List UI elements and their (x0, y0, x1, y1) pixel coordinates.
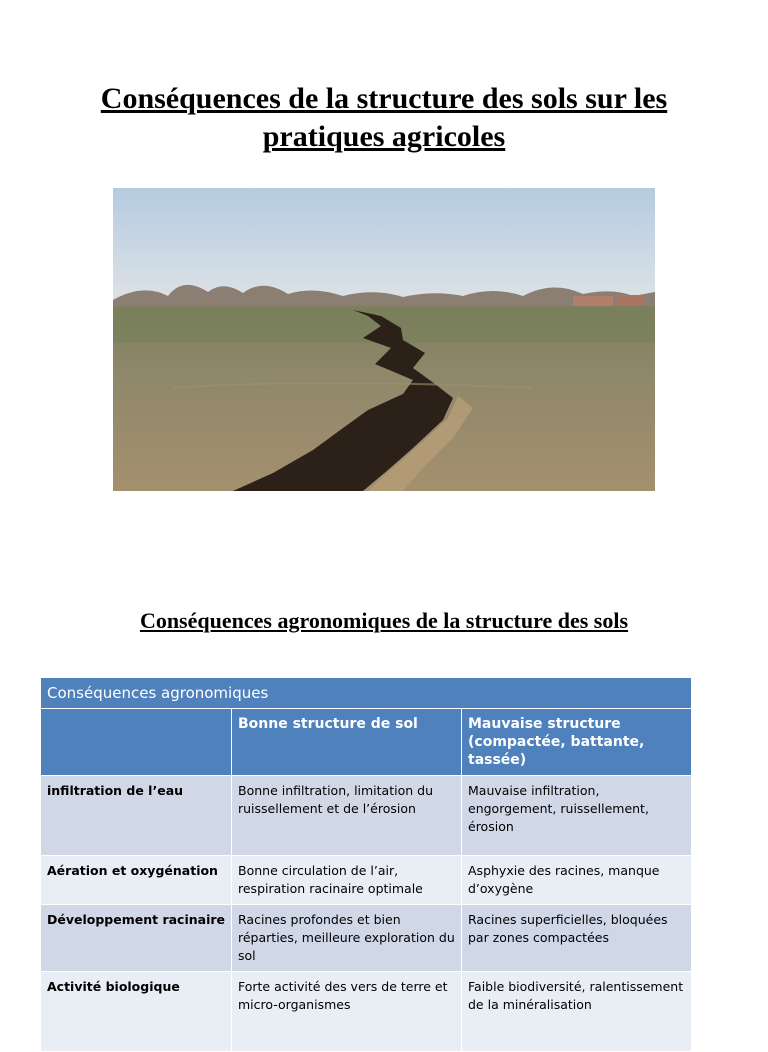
row-good: Forte activité des vers de terre et micro-organismes (232, 972, 462, 1052)
table-row (41, 776, 692, 856)
row-bad: Asphyxie des racines, manque d’oxygène (462, 856, 692, 905)
row-bad: Racines superficielles, bloquées par zones compactées (462, 905, 692, 972)
row-bad: Mauvaise infiltration, engorgement, ruissellement, érosion (462, 776, 692, 856)
document-title: Conséquences de la structure des sols sur les pratiques agricoles (100, 82, 668, 153)
row-label: infiltration de l’eau (41, 776, 232, 856)
table-row (41, 972, 692, 1052)
row-label: Activité biologique (41, 972, 232, 1052)
table-caption: Conséquences agronomiques (41, 678, 692, 709)
row-bad: Faible biodiversité, ralentissement de la minéralisation (462, 972, 692, 1052)
header-empty (41, 709, 232, 776)
header-good-structure: Bonne structure de sol (232, 709, 462, 776)
row-good: Racines profondes et bien réparties, meilleure exploration du sol (232, 905, 462, 972)
header-bad-structure: Mauvaise structure (compactée, battante, tassée) (462, 709, 692, 776)
table-row (41, 905, 692, 972)
row-good: Bonne infiltration, limitation du ruissellement et de l’érosion (232, 776, 462, 856)
eroded-field-photo (113, 188, 655, 491)
row-label: Développement racinaire (41, 905, 232, 972)
section-subtitle: Conséquences agronomiques de la structure des sols (139, 608, 629, 633)
table-row (41, 856, 692, 905)
consequences-table (40, 677, 692, 1052)
row-label: Aération et oxygénation (41, 856, 232, 905)
table-header-row (41, 709, 692, 776)
row-good: Bonne circulation de l’air, respiration racinaire optimale (232, 856, 462, 905)
table-caption-row (41, 678, 692, 709)
